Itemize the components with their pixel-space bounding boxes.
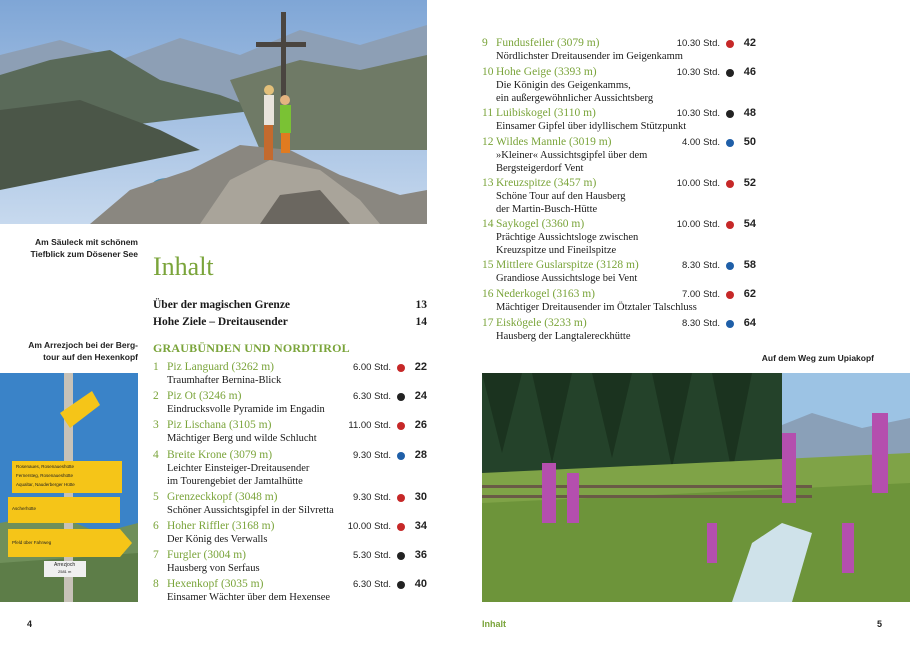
- difficulty-dot-icon: [726, 221, 734, 229]
- entry-description: Schöne Tour auf den Hausberg: [496, 191, 626, 202]
- caption-saeuleck: Am Säuleck mit schönem Tiefblick zum Dösener See: [30, 237, 138, 259]
- page-number-left: 4: [27, 619, 33, 629]
- toc-entry[interactable]: [153, 449, 427, 488]
- intro-page: 14: [415, 316, 427, 328]
- entry-page: 54: [743, 218, 756, 230]
- entry-duration: 9.30 Std.: [352, 492, 391, 503]
- toc-entry[interactable]: [153, 549, 427, 576]
- entry-page: 64: [743, 317, 756, 329]
- entry-title: Wildes Mannle (3019 m): [496, 136, 612, 148]
- entry-number: 6: [153, 520, 159, 532]
- page-title: Inhalt: [153, 252, 214, 281]
- difficulty-dot-icon: [397, 581, 405, 589]
- entry-title: Luibiskogel (3110 m): [496, 107, 596, 119]
- toc-entry[interactable]: [482, 218, 756, 257]
- entry-title: Furgler (3004 m): [167, 549, 247, 561]
- entry-duration: 9.30 Std.: [352, 450, 391, 461]
- difficulty-dot-icon: [726, 320, 734, 328]
- entry-number: 9: [482, 37, 488, 49]
- entry-number: 5: [153, 491, 159, 503]
- difficulty-dot-icon: [726, 180, 734, 188]
- entry-description: Hausberg der Langtalereckhütte: [496, 331, 631, 342]
- toc-entry[interactable]: [482, 37, 756, 64]
- toc-entry[interactable]: [153, 520, 427, 547]
- toc-entry[interactable]: [153, 361, 427, 388]
- entry-page: 42: [743, 37, 756, 49]
- entry-title: Kreuzspitze (3457 m): [496, 177, 597, 189]
- toc-entry[interactable]: [482, 136, 756, 175]
- entry-description: Einsamer Wächter über dem Hexensee: [167, 592, 331, 603]
- signpost-text-2: Fernersteg, Rosenaueshütte: [16, 473, 74, 478]
- signpost-text-5: Pfeld über Fahrweg: [12, 540, 52, 545]
- difficulty-dot-icon: [397, 552, 405, 560]
- intro-page: 13: [415, 299, 427, 311]
- toc-entry[interactable]: [153, 491, 427, 518]
- signpost-text-4: Ascherhütte: [12, 506, 37, 511]
- entry-duration: 4.00 Std.: [681, 137, 720, 148]
- toc-entry[interactable]: [153, 578, 427, 605]
- entry-description: Schöner Aussichtsgipfel in der Silvretta: [167, 505, 334, 516]
- signpost-text-3: Aqualtar, Nauderberger Hütte: [16, 482, 75, 487]
- caption-arrezjoch: Am Arrezjoch bei der Berg- tour auf den Hexenkopf: [28, 340, 138, 362]
- difficulty-dot-icon: [397, 452, 405, 460]
- difficulty-dot-icon: [726, 262, 734, 270]
- entry-description: Die Königin des Geigenkamms,: [496, 80, 631, 91]
- entry-title: Breite Krone (3079 m): [167, 449, 273, 461]
- entry-title: Nederkogel (3163 m): [496, 288, 595, 300]
- intro-row-2: [153, 316, 427, 328]
- entry-description: Traumhafter Bernina-Blick: [167, 375, 282, 386]
- entry-description: Prächtige Aussichtsloge zwischen: [496, 232, 639, 243]
- intro-label: Hohe Ziele – Dreitausender: [153, 316, 288, 328]
- difficulty-dot-icon: [397, 494, 405, 502]
- entry-page: 34: [414, 520, 427, 532]
- entry-title: Eiskögele (3233 m): [496, 317, 587, 329]
- entry-duration: 10.00 Std.: [676, 178, 720, 189]
- toc-entry[interactable]: [153, 419, 427, 446]
- entry-page: 46: [743, 66, 756, 78]
- entry-number: 16: [482, 288, 494, 300]
- entry-title: Piz Lischana (3105 m): [167, 419, 272, 431]
- toc-entry[interactable]: [482, 288, 756, 315]
- entry-number: 15: [482, 259, 494, 271]
- entry-description: Nördlichster Dreitausender im Geigenkamm: [496, 51, 683, 62]
- toc-entry[interactable]: [482, 259, 756, 286]
- entry-title: Saykogel (3360 m): [496, 218, 585, 230]
- entry-number: 11: [482, 107, 494, 119]
- entry-page: 52: [743, 177, 756, 189]
- entry-page: 36: [414, 549, 427, 561]
- entry-number: 12: [482, 136, 494, 148]
- entry-duration: 10.30 Std.: [676, 108, 720, 119]
- entry-duration: 6.30 Std.: [352, 579, 391, 590]
- difficulty-dot-icon: [726, 139, 734, 147]
- running-head: Inhalt: [482, 619, 506, 629]
- entry-description: Kreuzspitze und Fineilspitze: [496, 244, 617, 256]
- entry-duration: 6.00 Std.: [352, 362, 391, 373]
- difficulty-dot-icon: [397, 364, 405, 372]
- entry-title: Fundusfeiler (3079 m): [496, 37, 600, 49]
- entry-duration: 10.00 Std.: [676, 219, 720, 230]
- summit-cross-photo: [0, 0, 427, 224]
- signpost-text-1: Rosenaues, Rosenaueshütte: [16, 464, 75, 469]
- entry-duration: 8.30 Std.: [681, 260, 720, 271]
- entry-page: 48: [743, 107, 756, 119]
- entry-description: Bergsteigerdorf Vent: [496, 162, 584, 174]
- meadow-photo: [482, 373, 910, 602]
- entry-description: Leichter Einsteiger-Dreitausender: [167, 463, 310, 474]
- page-number-right: 5: [877, 619, 883, 629]
- entry-title: Grenzeckkopf (3048 m): [167, 491, 278, 503]
- entry-title: Hoher Riffler (3168 m): [167, 520, 275, 532]
- entry-duration: 8.30 Std.: [681, 318, 720, 329]
- entry-description: Eindrucksvolle Pyramide im Engadin: [167, 404, 325, 415]
- entry-number: 14: [482, 218, 494, 230]
- toc-entry[interactable]: [153, 390, 427, 417]
- entry-description: Mächtiger Berg und wilde Schlucht: [167, 433, 317, 444]
- entry-description: Hausberg von Serfaus: [167, 563, 260, 574]
- intro-row-1: [153, 299, 427, 311]
- section-heading: GRAUBÜNDEN UND NORDTIROL: [153, 341, 350, 355]
- entry-number: 1: [153, 361, 159, 373]
- signpost-post-label-1: Arrezjoch: [54, 562, 76, 568]
- difficulty-dot-icon: [397, 393, 405, 401]
- signpost-photo: [0, 373, 138, 602]
- entry-title: Hohe Geige (3393 m): [496, 66, 597, 78]
- entry-number: 17: [482, 317, 494, 329]
- difficulty-dot-icon: [726, 40, 734, 48]
- entry-title: Piz Ot (3246 m): [167, 390, 242, 402]
- caption-upiakopf: Auf dem Weg zum Upiakopf: [761, 353, 874, 363]
- entry-duration: 7.00 Std.: [681, 289, 720, 300]
- entry-number: 4: [153, 449, 159, 461]
- difficulty-dot-icon: [726, 110, 734, 118]
- entry-duration: 10.30 Std.: [676, 67, 720, 78]
- entry-page: 40: [414, 578, 427, 590]
- entry-description: der Martin-Busch-Hütte: [496, 203, 598, 215]
- entry-duration: 10.30 Std.: [676, 38, 720, 49]
- entry-duration: 6.30 Std.: [352, 391, 391, 402]
- entry-page: 30: [414, 491, 427, 503]
- entry-page: 24: [414, 390, 427, 402]
- entry-page: 58: [743, 259, 756, 271]
- difficulty-dot-icon: [397, 523, 405, 531]
- entry-page: 62: [743, 288, 756, 300]
- toc-entry[interactable]: [482, 66, 756, 105]
- entry-description: Einsamer Gipfel über idyllischem Stützpunkt: [496, 121, 687, 132]
- difficulty-dot-icon: [726, 69, 734, 77]
- entry-description: Grandiose Aussichtsloge bei Vent: [496, 273, 638, 284]
- entry-duration: 10.00 Std.: [347, 521, 391, 532]
- entry-description: »Kleiner« Aussichtsgipfel über dem: [496, 150, 648, 161]
- entry-title: Piz Languard (3262 m): [167, 361, 274, 373]
- toc-entry[interactable]: [482, 107, 756, 134]
- entry-description: Mächtiger Dreitausender im Ötztaler Talschluss: [496, 302, 697, 313]
- entry-number: 8: [153, 578, 159, 590]
- entry-title: Mittlere Guslarspitze (3128 m): [496, 259, 639, 271]
- entry-number: 3: [153, 419, 159, 431]
- entry-page: 26: [414, 419, 427, 431]
- entry-number: 7: [153, 549, 159, 561]
- entry-number: 10: [482, 66, 494, 78]
- difficulty-dot-icon: [726, 291, 734, 299]
- signpost-post-label-2: 2581 m: [58, 569, 72, 574]
- intro-label: Über der magischen Grenze: [153, 299, 291, 311]
- entry-description: Der König des Verwalls: [167, 534, 268, 545]
- entry-page: 28: [414, 449, 427, 461]
- difficulty-dot-icon: [397, 422, 405, 430]
- entry-number: 2: [153, 390, 159, 402]
- entry-title: Hexenkopf (3035 m): [167, 578, 264, 590]
- entry-page: 22: [414, 361, 427, 373]
- entry-page: 50: [743, 136, 756, 148]
- toc-entry[interactable]: [482, 177, 756, 216]
- entry-description: ein außergewöhnlicher Aussichtsberg: [496, 92, 654, 104]
- entry-number: 13: [482, 177, 494, 189]
- entry-duration: 5.30 Std.: [352, 550, 391, 561]
- entry-duration: 11.00 Std.: [348, 420, 391, 431]
- entry-description: im Tourengebiet der Jamtalhütte: [167, 475, 303, 487]
- toc-entry[interactable]: [482, 317, 756, 344]
